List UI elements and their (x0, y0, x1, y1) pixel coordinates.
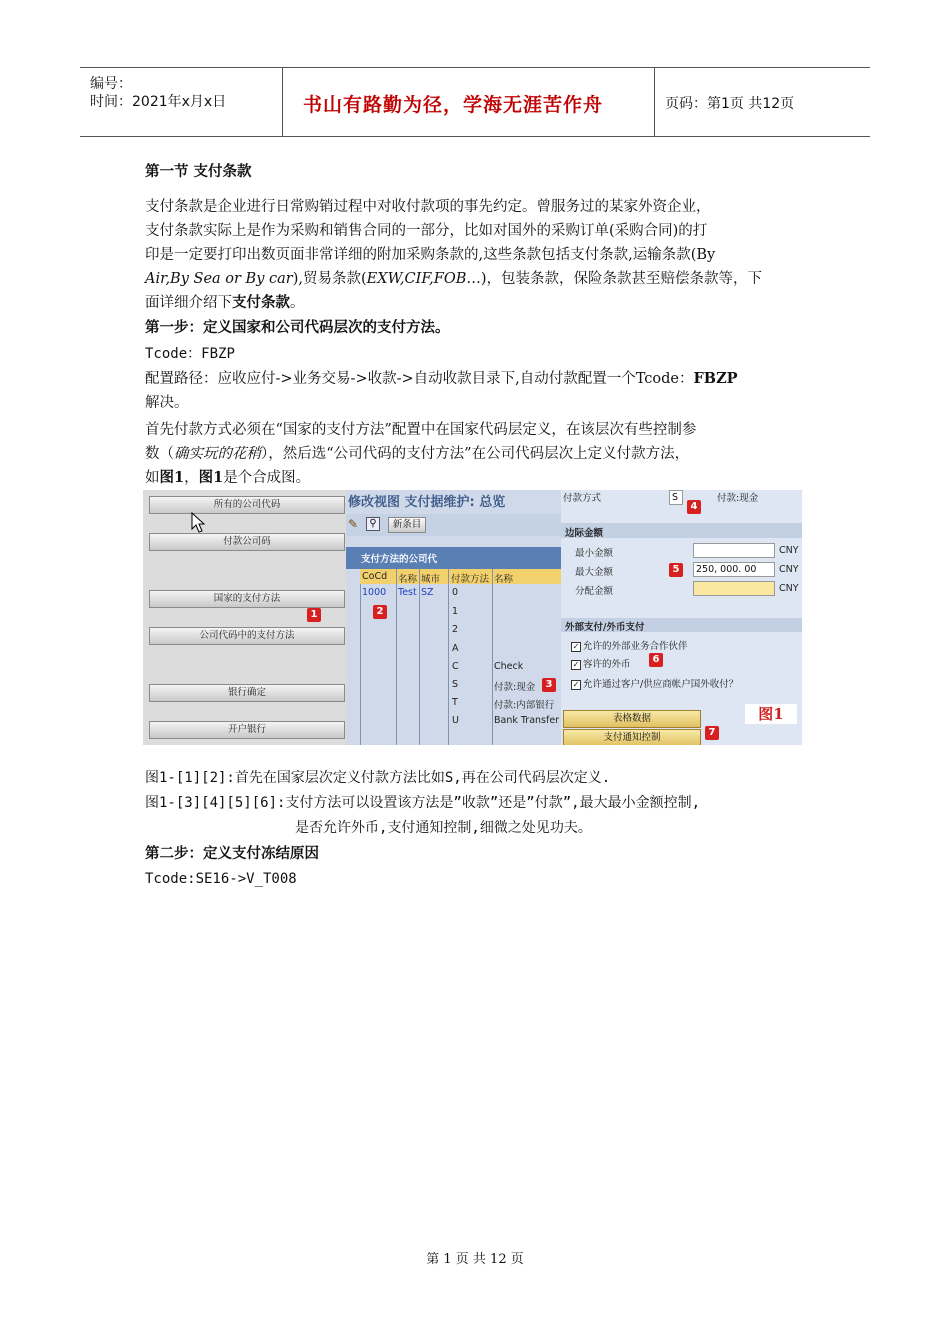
header-meta-cell (80, 68, 283, 136)
sap-overview-panel (346, 490, 561, 745)
text-span: ),贸易条款( (292, 271, 367, 287)
amount-section-title: 边际金额 (565, 528, 604, 539)
intro-line: 支付条款实际上是作为采购和销售合同的一部分，比如对国外的采购订单(采购合同)的打 (145, 223, 708, 239)
max-amount-label: 最大金额 (575, 567, 614, 578)
checkbox-external-partner[interactable] (571, 638, 688, 652)
badge-5: 5 (669, 563, 683, 577)
method-name-cell: Check (494, 661, 524, 672)
payment-notice-button[interactable]: 支付通知控制 (563, 729, 701, 745)
header-page-cell (655, 68, 870, 136)
intro-line (145, 267, 762, 291)
tcode-bold: FBZP (693, 370, 738, 387)
company-name-cell[interactable]: Test (398, 587, 417, 598)
checkbox-icon[interactable]: ✓ (572, 679, 580, 689)
text-span: 面详细介绍下 (145, 295, 232, 311)
badge-6: 6 (649, 653, 663, 667)
step1-path-end: 解决。 (145, 395, 189, 411)
figure-ref: 图1 (198, 469, 224, 486)
payment-method-desc: 付款:现金 (717, 493, 759, 504)
badge-1: 1 (307, 608, 321, 622)
grid-line (492, 569, 493, 745)
page-footer: 第 1 页 共 12 页 (426, 1252, 524, 1267)
tcode-label: Tcode： (145, 346, 202, 362)
badge-4: 4 (687, 500, 701, 514)
intro-line (145, 291, 305, 315)
min-amount-label: 最小金额 (575, 548, 614, 559)
grid-line (396, 569, 397, 745)
table-title: 支付方法的公司代 (361, 554, 438, 565)
method-cell[interactable]: U (452, 715, 459, 726)
btn-company-payment-methods[interactable]: 公司代码中的支付方法 (149, 627, 345, 645)
caption-1: 图1-[1][2]:首先在国家层次定义付款方法比如S,再在公司代码层次定义. (145, 770, 611, 786)
grid-line (360, 584, 361, 745)
method-cell[interactable]: 2 (452, 624, 459, 635)
dist-amount-field[interactable] (693, 581, 775, 596)
col-header-method: 付款方法 (451, 574, 490, 585)
method-cell[interactable]: 0 (452, 587, 459, 598)
text-span: 。 (290, 295, 305, 311)
table-data-button[interactable]: 表格数据 (563, 710, 701, 728)
foreign-section-title: 外部支付/外币支付 (565, 622, 645, 633)
checkbox-label: 允许通过客户/供应商帐户国外收付？ (583, 679, 739, 690)
step1-para (145, 442, 689, 466)
checkbox-label: 允许的外部业务合作伙伴 (583, 641, 688, 652)
company-code-cell[interactable]: 1000 (362, 587, 387, 598)
step1-para (145, 466, 310, 490)
method-name-cell: 付款:现金 (494, 682, 536, 693)
motto: 书山有路勤为径，学海无涯苦作舟 (303, 94, 604, 116)
text-span: ），然后选“公司代码的支付方法”在公司代码层次上定义付款方法， (261, 446, 690, 462)
mouse-cursor-icon (191, 512, 207, 534)
col-header-method-name: 名称 (494, 574, 514, 585)
caption-2: 图1-[3][4][5][6]:支付方法可以设置该方法是”收款”还是”付款”,最大最小金额控制, (145, 795, 701, 811)
sap-view-title: 修改视图 支付据维护: 总览 (348, 495, 506, 510)
figure-label: 图1 (745, 704, 797, 724)
section-title: 第一节 支付条款 (145, 164, 252, 180)
new-entries-button[interactable]: 新条目 (388, 517, 426, 533)
checkbox-foreign-currency[interactable] (571, 656, 631, 670)
text-span: 是个合成图。 (223, 470, 311, 486)
edit-icon[interactable]: ✎ (348, 517, 359, 531)
checkbox-icon[interactable]: ✓ (572, 659, 580, 669)
currency-label: CNY (779, 564, 799, 575)
search-icon[interactable]: ⚲ (366, 517, 380, 531)
time-label: 时间：2021年x月x日 (90, 94, 227, 110)
method-name-cell: Bank Transfer (494, 715, 560, 726)
method-cell[interactable]: S (452, 679, 459, 690)
method-cell[interactable]: T (452, 697, 458, 708)
method-name-cell: 付款:内部银行 (494, 700, 555, 711)
checkbox-icon[interactable]: ✓ (572, 641, 580, 651)
btn-house-bank[interactable]: 开户银行 (149, 721, 345, 739)
text-span: ， (184, 470, 199, 486)
col-header-city: 城市 (421, 574, 441, 585)
step1-tcode (145, 342, 235, 366)
btn-all-company-codes[interactable]: 所有的公司代码 (149, 496, 345, 514)
text-span: )，包装条款，保险条款甚至赔偿条款等，下 (480, 271, 763, 287)
trade-terms: EXW,CIF,FOB… (366, 271, 481, 287)
company-city-cell[interactable]: SZ (421, 587, 434, 598)
page-info: 页码：第1页 共12页 (665, 96, 795, 112)
method-cell[interactable]: 1 (452, 606, 459, 617)
badge-2: 2 (373, 605, 387, 619)
checkbox-label: 容许的外币 (583, 659, 631, 670)
emphasis: 支付条款 (232, 295, 290, 311)
checkbox-foreign-payment[interactable] (571, 676, 738, 690)
method-cell[interactable]: C (452, 661, 459, 672)
btn-paying-company[interactable]: 付款公司码 (149, 533, 345, 551)
payment-method-detail (561, 490, 802, 745)
badge-7: 7 (705, 726, 719, 740)
step1-title: 第一步：定义国家和公司代码层次的支付方法。 (145, 320, 450, 336)
figure-1 (143, 490, 802, 745)
intro-line: 支付条款是企业进行日常购销过程中对收付款项的事先约定。曾服务过的某家外资企业， (145, 199, 711, 215)
currency-label: CNY (779, 545, 799, 556)
max-amount-field[interactable]: 250, 000. 00 (693, 562, 775, 577)
number-label: 编号： (90, 76, 132, 92)
transport-terms: Air,By Sea or By car (145, 271, 293, 287)
step1-para: 首先付款方式必须在“国家的支付方法”配置中在国家代码层定义，在该层次有些控制参 (145, 422, 697, 438)
step2-tcode (145, 867, 297, 891)
page-header (80, 67, 870, 137)
tcode-label: Tcode: (145, 871, 196, 887)
col-header-cocd: CoCd (362, 571, 388, 582)
text-span: 配置路径：应收应付->业务交易->收款->自动收款目录下,自动付款配置一个Tcode： (145, 371, 694, 387)
min-amount-field[interactable] (693, 543, 775, 558)
step1-path (145, 367, 738, 391)
grid-line (448, 569, 449, 745)
method-cell[interactable]: A (452, 643, 459, 654)
payment-method-label: 付款方式 (563, 493, 602, 504)
badge-3: 3 (542, 678, 556, 692)
intro-line: 印是一定要打印出数页面非常详细的附加采购条款的,这些条款包括支付条款,运输条款(By (145, 247, 716, 263)
header-motto-cell (283, 68, 655, 136)
grid-line (419, 569, 420, 745)
tcode-value: FBZP (201, 346, 235, 362)
currency-label: CNY (779, 583, 799, 594)
figure-ref: 图1 (159, 469, 185, 486)
btn-country-payment-methods[interactable]: 国家的支付方法 (149, 590, 345, 608)
dist-amount-label: 分配金额 (575, 586, 614, 597)
col-header-name: 名称 (398, 574, 418, 585)
caption-2-cont: 是否允许外币,支付通知控制,细微之处见功夫。 (295, 820, 592, 836)
italic-note: 确实玩的花稍 (174, 446, 261, 462)
step2-title: 第二步：定义支付冻结原因 (145, 846, 319, 862)
btn-bank-determination[interactable]: 银行确定 (149, 684, 345, 702)
tcode-value: SE16->V_T008 (195, 871, 297, 887)
text-span: 如 (145, 470, 160, 486)
payment-method-field[interactable]: S (669, 490, 683, 505)
text-span: 数（ (145, 446, 174, 462)
